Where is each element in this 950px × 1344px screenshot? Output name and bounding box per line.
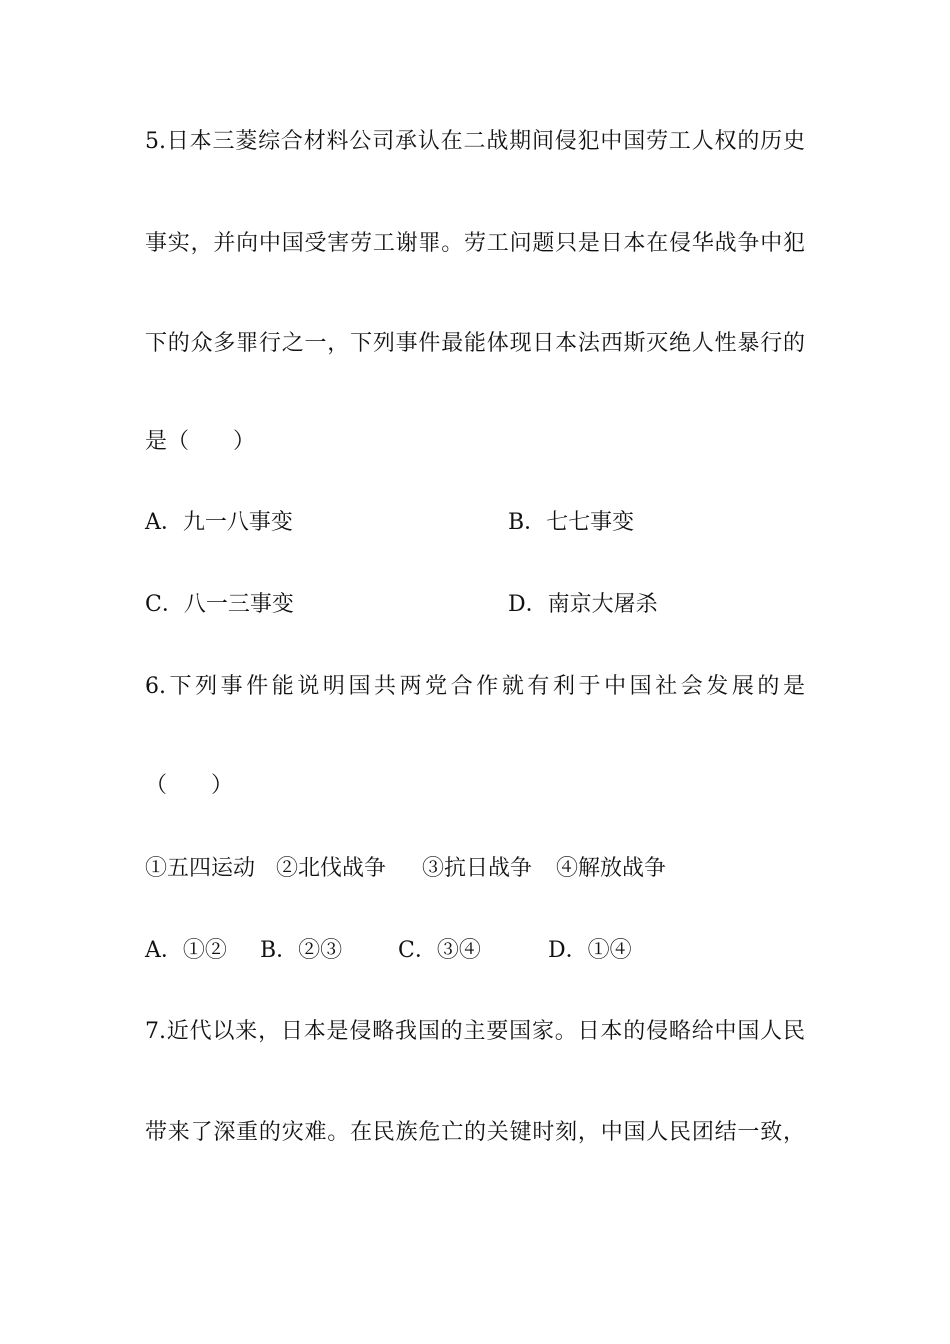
- q6-item-4: ④解放战争: [556, 856, 667, 881]
- q6-option-a: A．①②: [145, 938, 227, 963]
- q7-line-1: 7.近代以来，日本是侵略我国的主要国家。日本的侵略给中国人民: [145, 1019, 805, 1044]
- q5-option-d: D．南京大屠杀: [508, 592, 658, 617]
- q6-option-b: B．②③: [260, 938, 343, 963]
- q6-line-2: （ ）: [145, 773, 234, 798]
- q5-line-3: 下的众多罪行之一，下列事件最能体现日本法西斯灭绝人性暴行的: [145, 331, 805, 356]
- q5-line-4: 是（ ）: [145, 429, 256, 454]
- q6-item-2: ②北伐战争: [276, 856, 387, 881]
- q7-line-2: 带来了深重的灾难。在民族危亡的关键时刻，中国人民团结一致，: [145, 1120, 805, 1145]
- q6-item-3: ③抗日战争: [422, 856, 533, 881]
- q5-line-1: 5.日本三菱综合材料公司承认在二战期间侵犯中国劳工人权的历史: [145, 129, 805, 154]
- q5-option-c: C．八一三事变: [145, 592, 294, 617]
- q5-option-a: A．九一八事变: [145, 510, 293, 535]
- q6-option-c: C．③④: [398, 938, 481, 963]
- q6-line-1: 6.下列事件能说明国共两党合作就有利于中国社会发展的是: [145, 674, 805, 699]
- q5-line-2: 事实，并向中国受害劳工谢罪。劳工问题只是日本在侵华战争中犯: [145, 231, 805, 256]
- q5-option-b: B．七七事变: [508, 510, 635, 535]
- q6-option-d: D．①④: [548, 938, 632, 963]
- q6-item-1: ①五四运动: [145, 856, 256, 881]
